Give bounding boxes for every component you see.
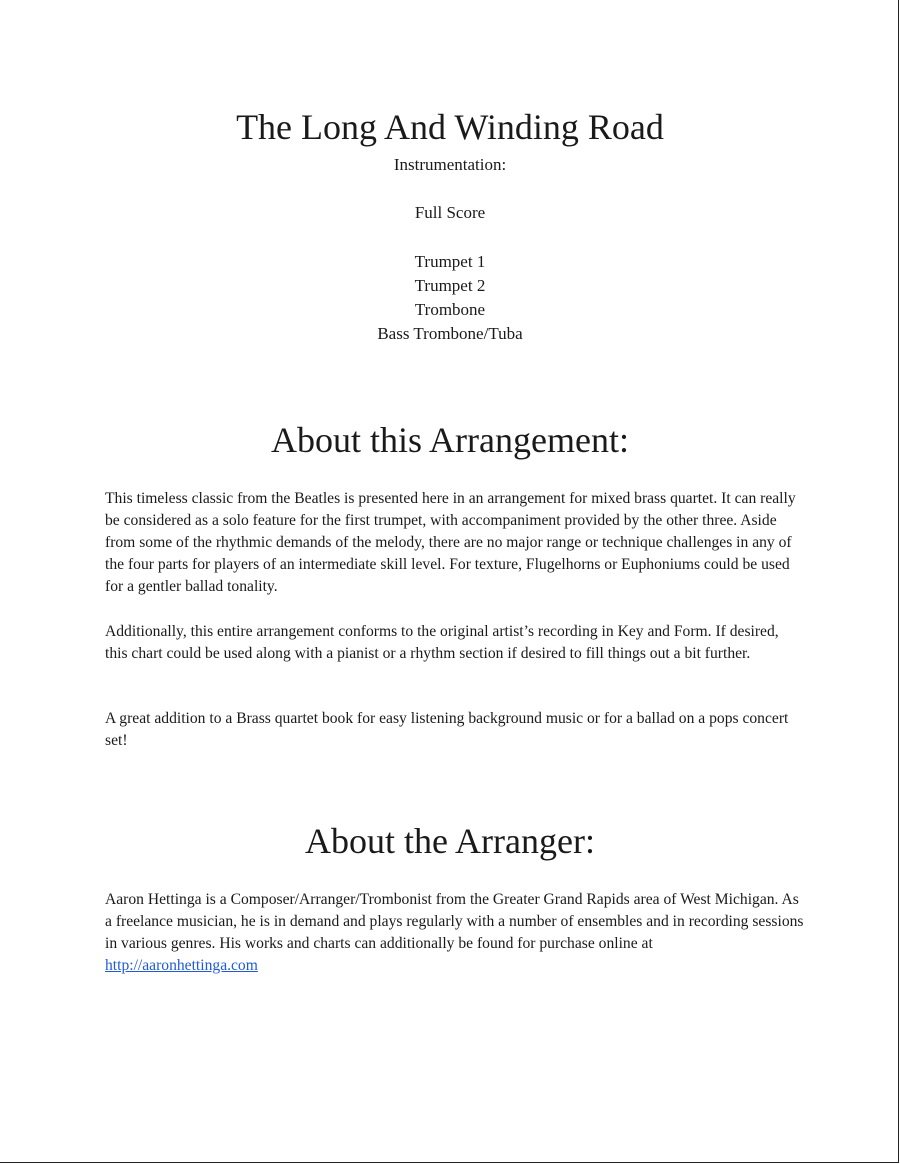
about-arrangement-heading: About this Arrangement:	[271, 420, 629, 460]
arranger-bio-text: Aaron Hettinga is a Composer/Arranger/Trombonist from the Greater Grand Rapids area of West Michigan. As a freelance musician, he is in demand and plays regularly with a number of ensembles and in recording sessions in various genres. His works and charts can additionally be found for purchase online at	[105, 891, 804, 952]
instrument-parts-list	[0, 250, 900, 346]
page-title: The Long And Winding Road	[236, 107, 664, 147]
part-item: Trombone	[414, 300, 486, 319]
part-item: Trumpet 2	[414, 276, 486, 295]
part-item: Trumpet 1	[414, 252, 486, 271]
arranger-bio	[105, 889, 805, 977]
about-arranger-heading: About the Arranger:	[305, 821, 595, 861]
arrangement-paragraph-2: Additionally, this entire arrangement conforms to the original artist’s recording in Key and Form. If desired, this chart could be used along with a pianist or a rhythm section if desired to fill things out a bit further.	[105, 623, 779, 662]
full-score-label: Full Score	[414, 203, 486, 222]
instrumentation-label: Instrumentation:	[393, 155, 507, 174]
part-item: Bass Trombone/Tuba	[377, 324, 523, 343]
arranger-website-link[interactable]: http://aaronhettinga.com	[105, 957, 258, 974]
arrangement-paragraph-3: A great addition to a Brass quartet book for easy listening background music or for a ballad on a pops concert set!	[105, 710, 789, 749]
arrangement-paragraph-1: This timeless classic from the Beatles is presented here in an arrangement for mixed brass quartet. It can really be considered as a solo feature for the first trumpet, with accompaniment provided by the other three. Aside from some of the rhythmic demands of the melody, there are no major range or technique challenges in any of the four parts for players of an intermediate skill level. For texture, Flugelhorns or Euphoniums could be used for a gentler ballad tonality.	[105, 490, 796, 595]
